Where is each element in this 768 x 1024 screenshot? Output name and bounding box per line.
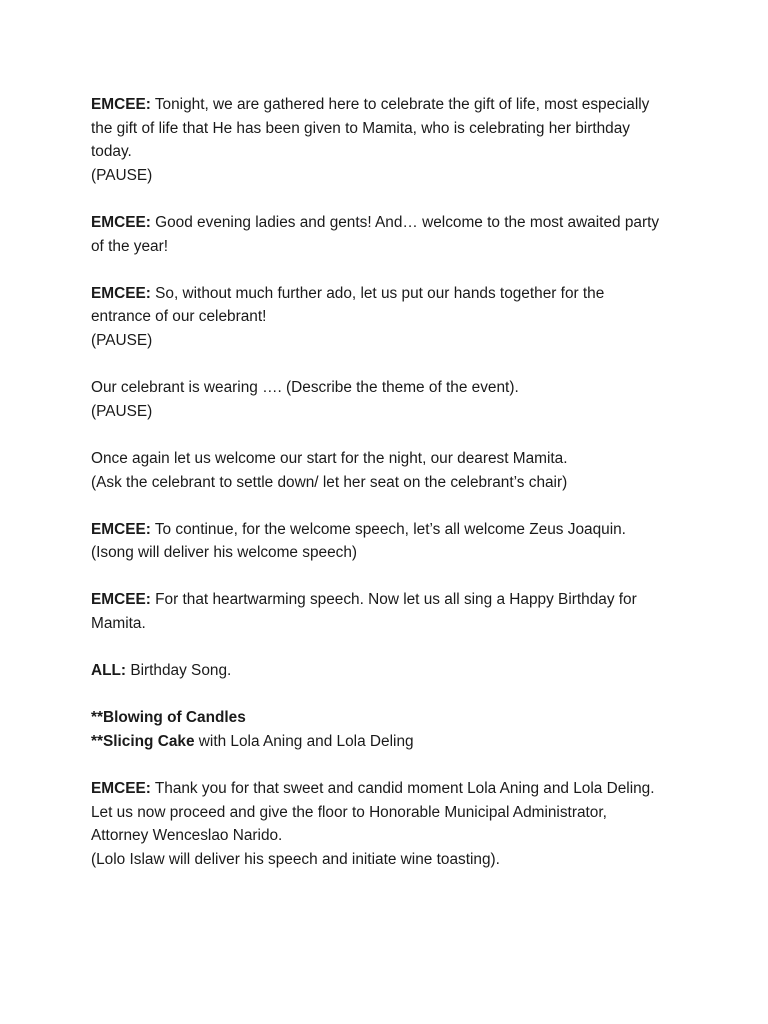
speaker-label: EMCEE: (91, 284, 151, 302)
paragraph (91, 93, 691, 187)
line: Once again let us welcome our start for the night, our dearest Mamita. (91, 449, 568, 467)
cue-label: **Slicing Cake (91, 733, 195, 751)
line-text: Birthday Song. (126, 662, 232, 680)
line: Let us now proceed and give the floor to Honorable Municipal Administrator, (91, 803, 607, 821)
stage-direction: (PAUSE) (91, 166, 153, 184)
line: entrance of our celebrant! (91, 308, 267, 326)
speaker-label: ALL: (91, 662, 127, 680)
line-text: Good evening ladies and gents! And… welcome to the most awaited party (150, 213, 660, 231)
paragraph (91, 518, 691, 565)
line-text: For that heartwarming speech. Now let us all sing a Happy Birthday for (150, 591, 637, 609)
paragraph (91, 376, 691, 423)
speaker-label: EMCEE: (91, 96, 151, 113)
stage-direction: (Ask the celebrant to settle down/ let her seat on the celebrant’s chair) (91, 473, 568, 491)
stage-direction: (PAUSE) (91, 402, 153, 420)
line-text: with Lola Aning and Lola Deling (194, 733, 414, 751)
line-text: Tonight, we are gathered here to celebrate the gift of life, most especially (150, 96, 650, 113)
line: the gift of life that He has been given to Mamita, who is celebrating her birthday (91, 119, 630, 137)
stage-direction: (Isong will deliver his welcome speech) (91, 544, 358, 562)
stage-direction: (PAUSE) (91, 331, 153, 349)
line (91, 211, 691, 235)
paragraph (91, 282, 691, 353)
speaker-label: EMCEE: (91, 591, 151, 609)
line-text: So, without much further ado, let us put our hands together for the (150, 284, 605, 302)
paragraph (91, 447, 691, 494)
paragraph (91, 588, 691, 635)
line: of the year! (91, 237, 168, 255)
paragraph (91, 706, 691, 753)
paragraph (91, 777, 691, 871)
line: Attorney Wenceslao Narido. (91, 827, 283, 845)
speaker-label: EMCEE: (91, 520, 151, 538)
line: Mamita. (91, 615, 146, 633)
speaker-label: EMCEE: (91, 780, 151, 798)
line-text: Thank you for that sweet and candid moment Lola Aning and Lola Deling. (150, 780, 655, 798)
stage-direction: (Lolo Islaw will deliver his speech and initiate wine toasting). (91, 851, 500, 868)
line (91, 588, 691, 612)
line (91, 93, 691, 117)
line-text: To continue, for the welcome speech, let’s all welcome Zeus Joaquin. (150, 520, 626, 538)
line (91, 706, 691, 730)
line (91, 518, 691, 542)
paragraph (91, 211, 691, 258)
line: today. (91, 143, 132, 161)
line: Our celebrant is wearing …. (Describe the theme of the event). (91, 379, 519, 397)
document-page (91, 93, 691, 895)
paragraph (91, 659, 691, 683)
cue-label: **Blowing of Candles (91, 709, 246, 727)
line (91, 730, 691, 754)
speaker-label: EMCEE: (91, 213, 151, 231)
line (91, 282, 691, 306)
line (91, 777, 691, 801)
line (91, 659, 691, 683)
